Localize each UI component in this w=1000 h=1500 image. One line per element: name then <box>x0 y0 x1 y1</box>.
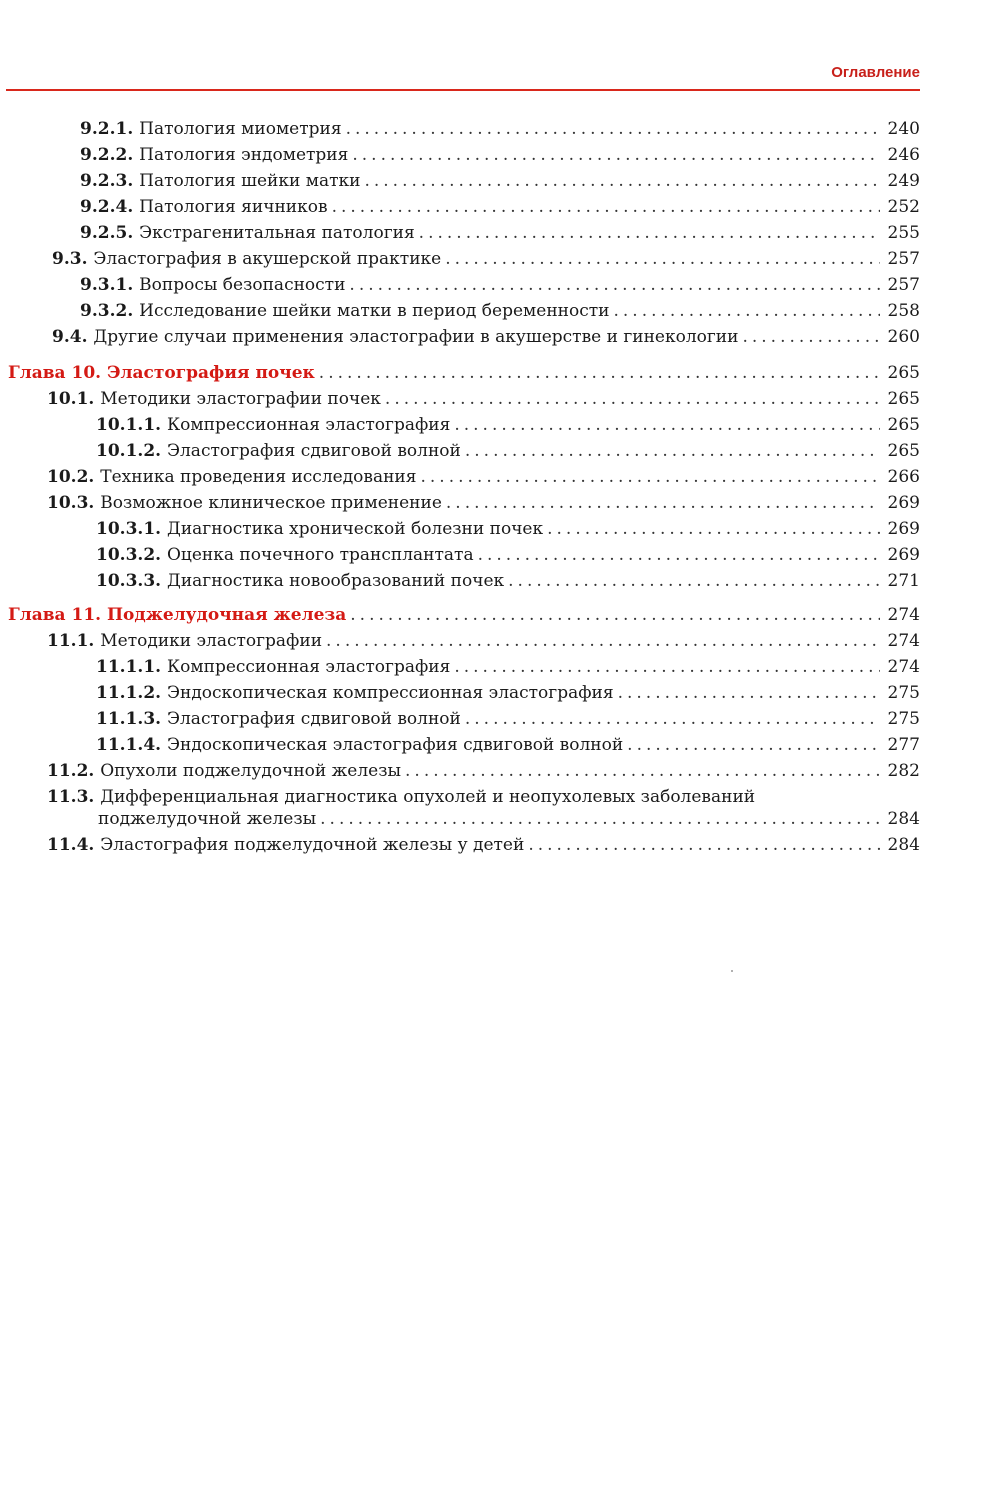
entry-title: Методики эластографии почек <box>100 389 381 409</box>
entry-title: Эластография сдвиговой волной <box>167 709 461 729</box>
entry-page: 249 <box>887 171 920 191</box>
toc-entry[interactable] <box>47 466 920 488</box>
toc-entry-continuation[interactable] <box>98 808 920 830</box>
entry-number: 9.4. <box>52 327 94 347</box>
header-rule <box>6 89 920 91</box>
entry-page: 265 <box>887 441 920 461</box>
chapter-title: Эластография почек <box>106 363 315 383</box>
toc-chapter-10[interactable] <box>8 362 920 384</box>
entry-title: Исследование шейки матки в период беременности <box>139 301 610 321</box>
entry-title: Диагностика хронической болезни почек <box>167 519 544 539</box>
entry-title: Патология эндометрия <box>139 145 349 165</box>
dot-leader <box>627 734 880 756</box>
toc-entry[interactable] <box>47 834 920 856</box>
entry-number: 10.2. <box>47 467 101 487</box>
dot-leader <box>528 834 880 856</box>
toc-chapter-11[interactable] <box>8 604 920 626</box>
toc-entry[interactable] <box>80 144 920 166</box>
dot-leader <box>320 808 880 830</box>
entry-page: 246 <box>887 145 920 165</box>
toc-entry[interactable] <box>80 274 920 296</box>
dot-leader <box>419 222 880 244</box>
entry-page: 269 <box>887 545 920 565</box>
toc-entry[interactable] <box>80 222 920 244</box>
entry-page: 274 <box>887 657 920 677</box>
entry-page: 284 <box>887 809 920 829</box>
entry-number: 9.2.4. <box>80 197 140 217</box>
toc-entry[interactable] <box>96 656 920 678</box>
dot-leader <box>385 388 880 410</box>
chapter-page: 274 <box>887 605 920 625</box>
toc-entry[interactable] <box>80 300 920 322</box>
entry-title: Эндоскопическая компрессионная эластография <box>167 683 614 703</box>
dot-leader <box>346 118 880 140</box>
chapter-title: Поджелудочная железа <box>106 605 347 625</box>
entry-title: Эндоскопическая эластография сдвиговой волной <box>167 735 624 755</box>
entry-number: 10.1. <box>47 389 101 409</box>
running-header-title: Оглавление <box>831 64 920 81</box>
entry-title: Опухоли поджелудочной железы <box>100 761 402 781</box>
toc-entry[interactable] <box>47 760 920 782</box>
entry-number: 11.1.2. <box>96 683 167 703</box>
entry-number: 11.1. <box>47 631 101 651</box>
toc-entry[interactable] <box>96 440 920 462</box>
entry-page: 265 <box>887 415 920 435</box>
entry-title: Патология яичников <box>139 197 328 217</box>
entry-title: Экстрагенитальная патология <box>139 223 415 243</box>
entry-page: 265 <box>887 389 920 409</box>
dot-leader <box>478 544 880 566</box>
entry-page: 240 <box>887 119 920 139</box>
entry-title: Техника проведения исследования <box>100 467 417 487</box>
dot-leader <box>465 440 880 462</box>
entry-title: Вопросы безопасности <box>139 275 346 295</box>
toc-entry[interactable] <box>96 708 920 730</box>
entry-title: Патология шейки матки <box>139 171 361 191</box>
entry-title: Оценка почечного трансплантата <box>167 545 474 565</box>
print-speck <box>731 970 733 972</box>
entry-page: 269 <box>887 493 920 513</box>
entry-number: 11.4. <box>47 835 101 855</box>
entry-number: 11.1.1. <box>96 657 167 677</box>
dot-leader <box>742 326 880 348</box>
entry-page: 269 <box>887 519 920 539</box>
dot-leader <box>508 570 880 592</box>
dot-leader <box>446 492 880 514</box>
entry-page: 275 <box>887 709 920 729</box>
dot-leader <box>421 466 881 488</box>
entry-title: Методики эластографии <box>100 631 323 651</box>
dot-leader <box>326 630 880 652</box>
toc-entry[interactable] <box>47 630 920 652</box>
toc-entry[interactable] <box>80 170 920 192</box>
entry-page: 275 <box>887 683 920 703</box>
entry-page: 257 <box>887 275 920 295</box>
entry-title: Возможное клиническое применение <box>100 493 442 513</box>
dot-leader <box>613 300 880 322</box>
dot-leader <box>405 760 880 782</box>
toc-entry[interactable] <box>52 248 920 270</box>
entry-page: 252 <box>887 197 920 217</box>
toc-entry[interactable] <box>96 682 920 704</box>
entry-page: 284 <box>887 835 920 855</box>
entry-number: 11.1.3. <box>96 709 167 729</box>
entry-page: 255 <box>887 223 920 243</box>
toc-entry[interactable] <box>47 388 920 410</box>
entry-number: 10.1.1. <box>96 415 167 435</box>
entry-page: 257 <box>887 249 920 269</box>
dot-leader <box>332 196 880 218</box>
entry-title: Другие случаи применения эластографии в акушерстве и гинекологии <box>93 327 739 347</box>
entry-number: 11.2. <box>47 761 101 781</box>
entry-title: Дифференциальная диагностика опухолей и неопухолевых заболеваний <box>100 787 756 807</box>
entry-page: 260 <box>887 327 920 347</box>
toc-entry[interactable] <box>80 118 920 140</box>
toc-entry[interactable] <box>96 518 920 540</box>
entry-page: 266 <box>887 467 920 487</box>
toc-entry[interactable] <box>47 786 920 808</box>
dot-leader <box>618 682 880 704</box>
entry-number: 9.2.1. <box>80 119 140 139</box>
entry-number: 9.3. <box>52 249 94 269</box>
entry-number: 9.2.5. <box>80 223 140 243</box>
chapter-number: Глава 11. <box>8 605 107 625</box>
entry-page: 258 <box>887 301 920 321</box>
toc-entry[interactable] <box>47 492 920 514</box>
entry-title: Патология миометрия <box>139 119 342 139</box>
toc-entry[interactable] <box>80 196 920 218</box>
entry-number: 10.3.1. <box>96 519 167 539</box>
entry-number: 10.3. <box>47 493 101 513</box>
dot-leader <box>547 518 880 540</box>
dot-leader <box>350 604 880 626</box>
entry-page: 274 <box>887 631 920 651</box>
entry-title: Эластография поджелудочной железы у детей <box>100 835 525 855</box>
entry-page: 282 <box>887 761 920 781</box>
dot-leader <box>454 414 880 436</box>
entry-title: Эластография в акушерской практике <box>93 249 442 269</box>
toc-entry[interactable] <box>96 734 920 756</box>
entry-number: 10.1.2. <box>96 441 167 461</box>
toc-entry[interactable] <box>52 326 920 348</box>
entry-number: 9.2.2. <box>80 145 140 165</box>
entry-page: 277 <box>887 735 920 755</box>
dot-leader <box>445 248 880 270</box>
entry-number: 9.2.3. <box>80 171 140 191</box>
dot-leader <box>465 708 880 730</box>
entry-number: 11.3. <box>47 787 101 807</box>
entry-title: поджелудочной железы <box>98 809 317 829</box>
toc-entry[interactable] <box>96 570 920 592</box>
entry-number: 11.1.4. <box>96 735 167 755</box>
entry-title: Компрессионная эластография <box>167 415 451 435</box>
toc-entry[interactable] <box>96 414 920 436</box>
dot-leader <box>319 362 880 384</box>
entry-number: 10.3.3. <box>96 571 167 591</box>
entry-number: 9.3.2. <box>80 301 140 321</box>
entry-number: 10.3.2. <box>96 545 167 565</box>
chapter-page: 265 <box>887 363 920 383</box>
entry-page: 271 <box>887 571 920 591</box>
entry-number: 9.3.1. <box>80 275 140 295</box>
entry-title: Компрессионная эластография <box>167 657 451 677</box>
chapter-number: Глава 10. <box>8 363 107 383</box>
toc-entry[interactable] <box>96 544 920 566</box>
entry-title: Эластография сдвиговой волной <box>167 441 461 461</box>
dot-leader <box>454 656 880 678</box>
dot-leader <box>352 144 880 166</box>
entry-title: Диагностика новообразований почек <box>167 571 505 591</box>
dot-leader <box>349 274 880 296</box>
dot-leader <box>364 170 880 192</box>
